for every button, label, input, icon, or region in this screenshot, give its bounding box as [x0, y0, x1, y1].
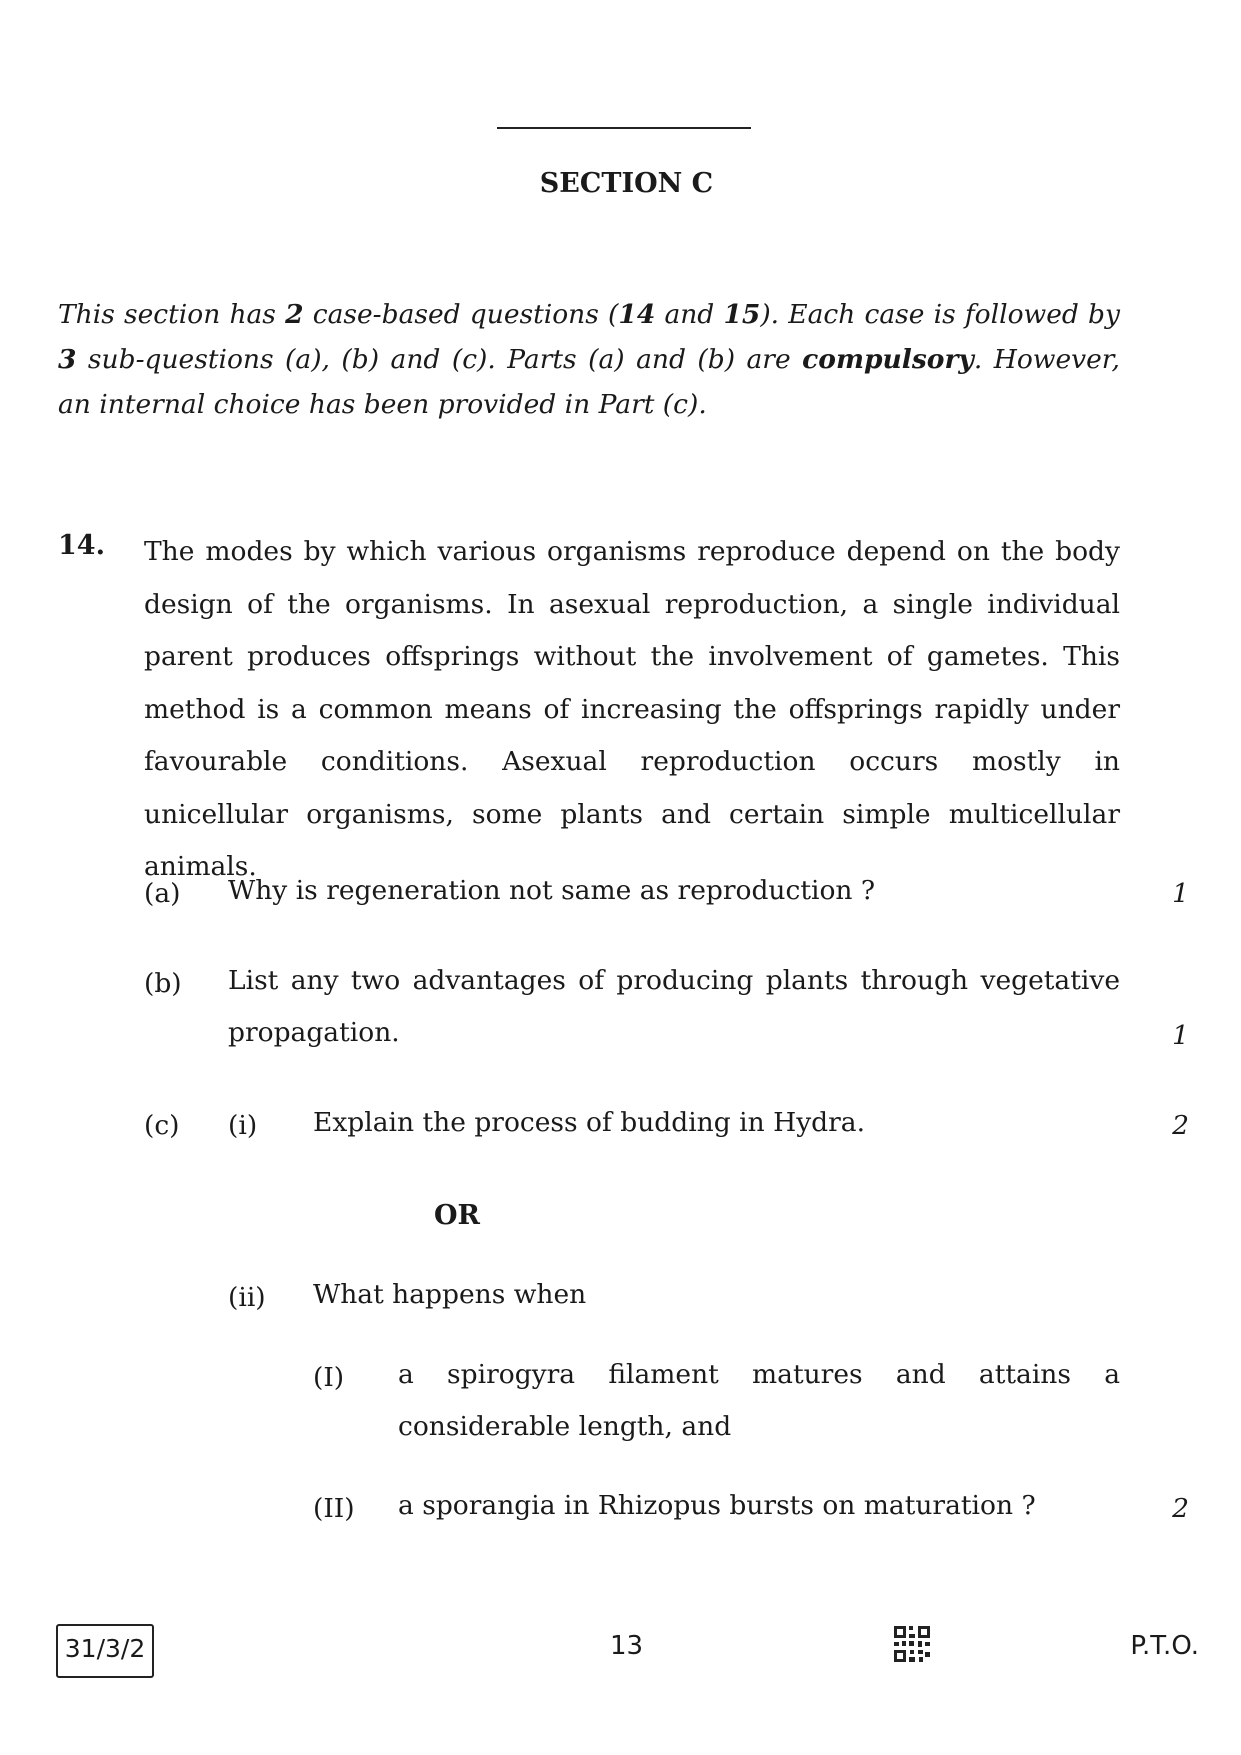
part-b-text-line2: propagation. [228, 1017, 400, 1048]
part-b-marks: 1 [1172, 1020, 1189, 1051]
please-turn-over: P.T.O. [1130, 1631, 1199, 1661]
part-a-marks: 1 [1172, 878, 1189, 909]
case-passage: The modes by which various organisms reproduce depend on the body design of the organisms. In asexual reproduction, a single individual parent produces offsprings without the involvement of gametes. This method is a common means of increasing the offsprings rapidly under favourable conditions. Asexual reproduction occurs mostly in unicellular organisms, some plants and certain simple multicellular animals. [144, 536, 1120, 882]
part-a-text: Why is regeneration not same as reproduction ? [228, 875, 876, 906]
part-a-label: (a) [144, 878, 181, 909]
question-number: 14. [58, 530, 105, 561]
section-divider [497, 127, 751, 129]
or-separator: OR [434, 1200, 480, 1231]
part-c-ii-II-label: (II) [313, 1493, 355, 1524]
part-c-ii-I-line1: a spirogyra filament matures and attains a [398, 1359, 1120, 1390]
part-c-ii-II-marks: 2 [1172, 1493, 1189, 1524]
part-c-ii-text: What happens when [313, 1279, 587, 1310]
qr-code-icon [894, 1626, 930, 1662]
part-c-i-text: Explain the process of budding in Hydra. [313, 1107, 866, 1138]
part-c-ii-I-label: (I) [313, 1362, 345, 1393]
part-c-label: (c) [144, 1110, 180, 1141]
part-c-ii-I-line2: considerable length, and [398, 1411, 732, 1442]
part-c-i-marks: 2 [1172, 1110, 1189, 1141]
page-number: 13 [609, 1631, 644, 1661]
part-c-ii-II-text: a sporangia in Rhizopus bursts on maturation ? [398, 1490, 1036, 1521]
section-instructions: This section has 2 case-based questions (14 and 15). Each case is followed by 3 sub-questions (a), (b) and (c). Parts (a) and (b) are compulsory. However, an internal choice has been provided in Part (c). [58, 299, 1120, 420]
paper-code-box: 31/3/2 [56, 1624, 154, 1678]
part-b-text-line1: List any two advantages of producing plants through vegetative [228, 965, 1120, 996]
section-title: SECTION C [539, 168, 714, 199]
part-b-label: (b) [144, 968, 182, 999]
part-c-i-label: (i) [228, 1110, 258, 1141]
part-c-ii-label: (ii) [228, 1282, 266, 1313]
